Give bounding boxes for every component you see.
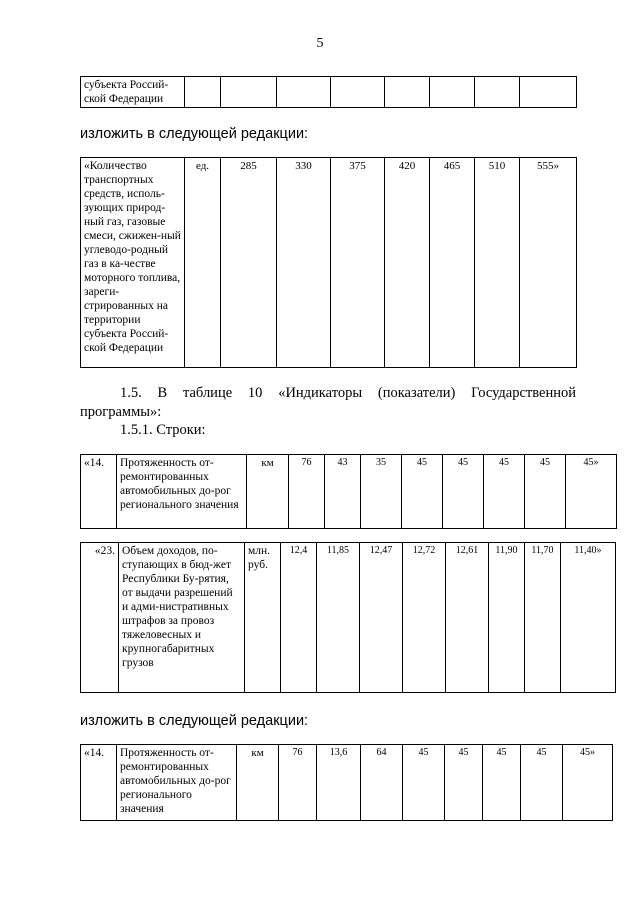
unit-cell: млн. руб. [245, 543, 281, 693]
table-vehicles [80, 157, 577, 368]
unit-cell: ед. [185, 158, 221, 368]
value-cell: 465 [430, 158, 475, 368]
value-cell: 330 [277, 158, 331, 368]
value-cell: 45 [443, 455, 484, 529]
row-number: «23. [81, 543, 119, 693]
table-row-14-old [80, 454, 617, 529]
row-number: «14. [81, 745, 117, 821]
value-cell: 11,70 [525, 543, 561, 693]
table-row-23 [80, 542, 616, 693]
value-cell: 45» [566, 455, 617, 529]
unit-cell: км [237, 745, 279, 821]
value-cell: 12,4 [281, 543, 317, 693]
row-label: Объем доходов, по-ступающих в бюд-жет Республики Бу-рятия, от выдачи разрешений и адми-нистративных штрафов за провоз тяжеловесных и крупногабаритных грузов [119, 543, 245, 693]
value-cell: 43 [325, 455, 361, 529]
value-cell: 35 [361, 455, 402, 529]
value-cell: 375 [331, 158, 385, 368]
section-heading: 1.5. В таблице 10 «Индикаторы (показатели) Государственной программы»: [80, 385, 576, 420]
table-top-fragment [80, 76, 577, 108]
value-cell: 45 [525, 455, 566, 529]
row-label: Протяженность от-ремонтированных автомобильных до-рог регионального значения [117, 745, 237, 821]
unit-cell: км [247, 455, 289, 529]
value-cell: 45 [483, 745, 521, 821]
row-label: субъекта Россий-ской Федерации [81, 77, 185, 108]
page-number: 5 [316, 36, 324, 51]
row-label: Протяженность от-ремонтированных автомобильных до-рог регионального значения [117, 455, 247, 529]
subsection-heading: 1.5.1. Строки: [120, 422, 206, 438]
value-cell: 13,6 [317, 745, 361, 821]
value-cell: 12,72 [403, 543, 446, 693]
value-cell: 12,61 [446, 543, 489, 693]
value-cell: 12,47 [360, 543, 403, 693]
value-cell: 45 [521, 745, 563, 821]
value-cell: 11,90 [489, 543, 525, 693]
value-cell: 45» [563, 745, 613, 821]
value-cell: 510 [475, 158, 520, 368]
value-cell: 64 [361, 745, 403, 821]
value-cell: 76 [289, 455, 325, 529]
value-cell: 45 [445, 745, 483, 821]
value-cell: 420 [385, 158, 430, 368]
value-cell: 45 [402, 455, 443, 529]
value-cell: 555» [520, 158, 577, 368]
instruction-text: изложить в следующей редакции: [80, 713, 309, 729]
row-number: «14. [81, 455, 117, 529]
row-label: «Количество транспортных средств, исполь-зующих природ-ный газ, газовые смеси, сжижен-ный углеводо-родный газ в ка-честве моторного топлива, зареги-стрированных на территории субъекта Россий-ской Федерации [81, 158, 185, 368]
value-cell: 285 [221, 158, 277, 368]
instruction-text: изложить в следующей редакции: [80, 126, 309, 142]
value-cell: 11,85 [317, 543, 360, 693]
value-cell: 45 [403, 745, 445, 821]
value-cell: 45 [484, 455, 525, 529]
value-cell: 76 [279, 745, 317, 821]
value-cell: 11,40» [561, 543, 616, 693]
table-row-14-new [80, 744, 613, 821]
